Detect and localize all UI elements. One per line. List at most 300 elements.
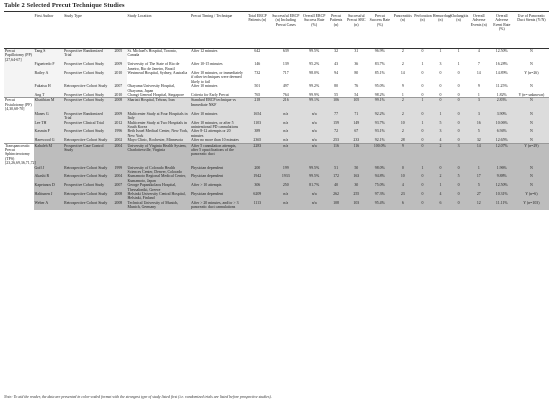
technique-group-label [4, 62, 34, 71]
precut-patients-cell: 32 [327, 49, 346, 63]
first-author-cell: Manes G [34, 112, 64, 121]
study-type-cell: Prospective Clinical Trial [63, 121, 110, 130]
precut-success-rate-cell: 83.7% [367, 62, 392, 71]
precut-success-rate-cell: 98.0% [367, 166, 392, 175]
study-type-cell: Prospective Randomized Trial [63, 49, 110, 63]
pd-stents-cell: N [514, 166, 549, 175]
successful-precut-cell: 31 [345, 49, 367, 63]
adverse-event-rate-cell: 9.88% [490, 174, 514, 183]
precut-success-rate-cell: 95.0% [367, 84, 392, 93]
pancreatitis-cell: 1 [392, 93, 413, 98]
table-header [4, 12, 549, 49]
technique-group-label: Transpancreatic Precut Sphincterotomy (TPS) [23,26,69,36,71,72] [5, 143, 36, 166]
total-patients-cell: 306 [245, 183, 270, 192]
cholangitis-cell: 0 [449, 84, 468, 93]
column-header [110, 12, 126, 49]
technique-group-label [4, 166, 34, 175]
successful-precut-cell: 149 [345, 121, 367, 130]
first-author-cell: Goff J [34, 166, 64, 175]
successful-ercp-cell: n/a [270, 112, 302, 121]
study-type-cell: Prospective Cohort Study [63, 129, 110, 138]
precut-patients-cell: 106 [327, 98, 346, 112]
column-header: Successful Precut SBC (n) [345, 12, 367, 49]
precut-timing-cell: After 12 minutes [190, 49, 245, 63]
study-type-cell: Prospective Case Control Study [63, 143, 110, 166]
first-author-cell: Figueiredo F [34, 62, 64, 71]
study-location-cell: Multicenter Study at Two Hospitals in South Korea [127, 121, 190, 130]
table-row [4, 49, 549, 63]
perforation-cell: 0 [413, 192, 432, 201]
table-row [4, 129, 549, 138]
column-header: Precut Success Rate (%) [367, 12, 392, 49]
pd-stents-cell: Y (n=6) [514, 192, 549, 201]
hemorrhage-cell: 0 [432, 93, 450, 98]
hemorrhage-cell: 5 [432, 121, 450, 130]
table-title: Table 2 Selected Precut Technique Studies [4, 2, 125, 9]
ercp-success-rate-cell: 99.5% [302, 166, 327, 175]
table-body [4, 49, 549, 210]
precut-success-rate-cell: 96.9% [367, 49, 392, 63]
table-row [4, 121, 549, 130]
precut-success-rate-cell: 75.0% [367, 183, 392, 192]
column-header [4, 12, 34, 49]
ercp-success-rate-cell: n/a [302, 143, 327, 166]
year-cell: 2009 [110, 62, 126, 71]
year-cell: 2004 [110, 143, 126, 166]
total-patients-cell: 732 [245, 71, 270, 84]
first-author-cell: Kapetanos D [34, 183, 64, 192]
cholangitis-cell: 0 [449, 183, 468, 192]
total-patients-cell: 1113 [245, 201, 270, 210]
pd-stents-cell: N [514, 121, 549, 130]
ercp-success-rate-cell: n/a [302, 201, 327, 210]
successful-ercp-cell: n/a [270, 129, 302, 138]
successful-precut-cell: 255 [345, 192, 367, 201]
year-cell: 2005 [110, 49, 126, 63]
pancreatitis-cell: 10 [392, 121, 413, 130]
study-location-cell: Beth Israel Medical Center, New York, New York [127, 129, 189, 138]
successful-precut-cell: 30 [345, 183, 367, 192]
first-author-cell: Ang T [34, 93, 64, 98]
perforation-cell: 0 [413, 138, 432, 143]
adverse-event-rate-cell: 11.11% [490, 201, 514, 210]
precut-success-rate-cell: 94.8% [367, 174, 392, 183]
ercp-success-rate-cell: 81.7% [302, 183, 327, 192]
first-author-cell: Halttunen J [34, 192, 64, 201]
successful-precut-cell: 67 [345, 129, 367, 138]
precut-timing-cell: Standard ERCP technique vs Immediate NKF [190, 98, 245, 112]
adverse-events-cell: 16 [468, 121, 490, 130]
total-patients-cell: 642 [245, 49, 270, 63]
precut-patients-cell: 94 [327, 71, 346, 84]
perforation-cell: 0 [413, 201, 432, 210]
study-location-cell: University of Colorado Health Sciences Center, Denver, Colorado [127, 166, 190, 175]
successful-precut-cell: 71 [345, 112, 367, 121]
adverse-events-cell: 5 [468, 183, 490, 192]
pd-stents-cell: Y (n=26) [514, 71, 549, 84]
adverse-event-rate-cell: 12.65% [490, 138, 514, 143]
table-note: Note: To aid the reader, the data are presented in color-coded format with the strongest type of study listed first (i.e. randomized trials are listed before prospective studies). [4, 395, 272, 399]
cholangitis-cell: 0 [449, 138, 468, 143]
precut-patients-cell: 77 [327, 112, 346, 121]
table-row [4, 166, 549, 175]
total-patients-cell: 1103 [245, 121, 270, 130]
study-location-cell: Westmead Hospital, Sydney, Australia [127, 71, 190, 84]
adverse-event-rate-cell: 1.82% [490, 93, 514, 98]
successful-ercp-cell: 1933 [270, 174, 302, 183]
total-patients-cell: 146 [245, 62, 270, 71]
study-type-cell: Retrospective Cohort Study [63, 192, 110, 201]
adverse-event-rate-cell: 14.89% [490, 71, 514, 84]
ercp-success-rate-cell: 99.1% [302, 98, 327, 112]
precut-timing-cell: After > 20 minutes, and/or > 3 pancreatic duct cannulations [190, 201, 245, 210]
technique-group-label [4, 112, 34, 121]
precut-timing-cell: After > 10 attempts [190, 183, 245, 192]
precut-timing-cell: Criteria for Early Precut [190, 93, 245, 98]
hemorrhage-cell: 1 [432, 183, 450, 192]
precut-patients-cell: 43 [327, 62, 346, 71]
hemorrhage-cell: 0 [432, 84, 450, 93]
year-cell: 2009 [110, 112, 126, 121]
technique-group-label [4, 201, 34, 210]
precut-patients-cell: 159 [327, 121, 346, 130]
year-cell: 2004 [110, 174, 126, 183]
precut-studies-table [4, 11, 549, 210]
technique-group-label [4, 174, 34, 183]
precut-timing-cell: Physician dependent [190, 192, 245, 201]
successful-ercp-cell: 764 [270, 93, 302, 98]
adverse-events-cell: 7 [468, 62, 490, 71]
pancreatitis-cell: 23 [392, 192, 413, 201]
total-patients-cell: 2365 [245, 138, 270, 143]
perforation-cell: 0 [413, 49, 432, 63]
successful-ercp-cell: n/a [270, 201, 302, 210]
hemorrhage-cell: 1 [432, 112, 450, 121]
pancreatitis-cell: 28 [392, 138, 413, 143]
cholangitis-cell: 5 [449, 174, 468, 183]
adverse-events-cell: 1 [468, 93, 490, 98]
pancreatitis-cell: 9 [392, 143, 413, 166]
precut-patients-cell: 262 [327, 192, 346, 201]
pancreatitis-cell: 4 [392, 183, 413, 192]
ercp-success-rate-cell: n/a [302, 112, 327, 121]
adverse-events-cell: 14 [468, 143, 490, 166]
first-author-cell: Fukatsu H [34, 84, 64, 93]
table-row [4, 143, 549, 166]
study-location-cell: University of Virginia Health System, Charlottesville, Virginia [127, 143, 190, 166]
table-row [4, 62, 549, 71]
table-row [4, 183, 549, 192]
technique-group-label [4, 71, 34, 84]
year-cell: 2010 [110, 71, 126, 84]
successful-ercp-cell: 199 [270, 166, 302, 175]
precut-timing-cell: After 10 minutes [190, 112, 245, 121]
year-cell: 1999 [110, 166, 126, 175]
technique-group-label [4, 121, 34, 130]
cholangitis-cell: 0 [449, 192, 468, 201]
pancreatitis-cell: 10 [392, 174, 413, 183]
ercp-success-rate-cell: 98.0% [302, 71, 327, 84]
precut-success-rate-cell: 93.7% [367, 121, 392, 130]
hemorrhage-cell: 0 [432, 71, 450, 84]
year-cell: 2010 [110, 93, 126, 98]
study-type-cell: Retrospective Cohort Study [63, 138, 110, 143]
study-location-cell: Multicenter Study at Four Hospitals in Italy [127, 112, 190, 121]
successful-precut-cell: 163 [345, 174, 367, 183]
successful-ercp-cell: 216 [270, 98, 302, 112]
ercp-success-rate-cell: 99.5% [302, 174, 327, 183]
hemorrhage-cell: 4 [432, 192, 450, 201]
first-author-cell: Kahaleh M [34, 143, 64, 166]
adverse-events-cell: 12 [468, 201, 490, 210]
precut-success-rate-cell: 93.1% [367, 129, 392, 138]
precut-patients-cell: 72 [327, 129, 346, 138]
adverse-event-rate-cell: 12.07% [490, 143, 514, 166]
precut-timing-cell: After 5 cannulation attempts, after 5 opacifications of the pancreatic duct [190, 143, 245, 166]
pancreatitis-cell: 6 [392, 201, 413, 210]
adverse-events-cell: 5 [468, 129, 490, 138]
pancreatitis-cell: 2 [392, 112, 413, 121]
adverse-events-cell: 17 [468, 174, 490, 183]
pd-stents-cell: N [514, 112, 549, 121]
adverse-events-cell: 1 [468, 166, 490, 175]
adverse-event-rate-cell: 12.50% [490, 183, 514, 192]
successful-precut-cell: 103 [345, 201, 367, 210]
successful-ercp-cell: 717 [270, 71, 302, 84]
successful-precut-cell: 36 [345, 62, 367, 71]
study-type-cell: Prospective Cohort Study [63, 183, 110, 192]
hemorrhage-cell: 0 [432, 166, 450, 175]
column-header: Perforation (n) [413, 12, 432, 49]
perforation-cell: 1 [413, 98, 432, 112]
column-header: Overall Adverse Event Rate (%) [490, 12, 514, 49]
perforation-cell: 0 [413, 112, 432, 121]
table-row [4, 174, 549, 183]
cholangitis-cell: 0 [449, 166, 468, 175]
precut-patients-cell: 51 [327, 166, 346, 175]
adverse-event-rate-cell: 16.28% [490, 62, 514, 71]
ercp-success-rate-cell: 95.2% [302, 62, 327, 71]
year-cell: 1996 [110, 129, 126, 138]
study-type-cell: Prospective Randomized Trial [63, 112, 110, 121]
successful-precut-cell: 54 [345, 93, 367, 98]
successful-precut-cell: 233 [345, 138, 367, 143]
study-location-cell: Changi General Hospital, Singapore [127, 93, 190, 98]
precut-patients-cell: 40 [327, 183, 346, 192]
perforation-cell: 1 [413, 166, 432, 175]
successful-ercp-cell: 139 [270, 62, 302, 71]
precut-success-rate-cell: 100.0% [367, 143, 392, 166]
study-type-cell: Prospective Cohort Study [63, 98, 110, 112]
successful-precut-cell: 105 [345, 98, 367, 112]
study-type-cell: Retrospective Cohort Study [63, 84, 110, 93]
precut-timing-cell: Physician dependent [190, 174, 245, 183]
precut-success-rate-cell: 99.1% [367, 98, 392, 112]
column-header: Study Location [127, 12, 190, 49]
successful-ercp-cell: 497 [270, 84, 302, 93]
pd-stents-cell: N [514, 98, 549, 112]
column-header: Overall ERCP Success Rate (%) [302, 12, 327, 49]
table-row [4, 98, 549, 112]
total-patients-cell: 200 [245, 166, 270, 175]
precut-patients-cell: 172 [327, 174, 346, 183]
precut-timing-cell: After 10 minutes, or after 5 unintentional PD cannulations [190, 121, 245, 130]
hemorrhage-cell: 0 [432, 98, 450, 112]
ercp-success-rate-cell: n/a [302, 121, 327, 130]
successful-ercp-cell: n/a [270, 138, 302, 143]
cholangitis-cell: 1 [449, 49, 468, 63]
column-header: Hemorrhage (n) [432, 12, 450, 49]
technique-group-label [4, 129, 34, 138]
total-patients-cell: 2283 [245, 143, 270, 166]
cholangitis-cell: 0 [449, 112, 468, 121]
precut-patients-cell: 253 [327, 138, 346, 143]
technique-group-label: Precut Fistulotomy (PF) [4,30,68-70] [5, 98, 32, 112]
adverse-event-rate-cell: 1.96% [490, 166, 514, 175]
column-header: First Author [34, 12, 64, 49]
column-header: Use of Pancreatic Duct Stents (Y/N) [514, 12, 549, 49]
pd-stents-cell: N [514, 62, 549, 71]
adverse-event-rate-cell: 10.31% [490, 192, 514, 201]
hemorrhage-cell: 4 [432, 138, 450, 143]
adverse-event-rate-cell: 6.94% [490, 129, 514, 138]
first-author-cell: Kasmin F [34, 129, 64, 138]
table-row [4, 71, 549, 84]
year-cell: 2008 [110, 192, 126, 201]
table-row [4, 201, 549, 210]
cholangitis-cell: 0 [449, 71, 468, 84]
successful-ercp-cell: n/a [270, 143, 302, 166]
pancreatitis-cell: 2 [392, 49, 413, 63]
successful-ercp-cell: n/a [270, 121, 302, 130]
adverse-events-cell: 3 [468, 98, 490, 112]
ercp-success-rate-cell: 99.2% [302, 84, 327, 93]
adverse-events-cell: 9 [468, 84, 490, 93]
adverse-events-cell: 4 [468, 49, 490, 63]
study-type-cell: Prospective Cohort Study [63, 71, 110, 84]
ercp-success-rate-cell: 99.9% [302, 93, 327, 98]
hemorrhage-cell: 3 [432, 62, 450, 71]
first-author-cell: Lee TH [34, 121, 64, 130]
precut-success-rate-cell: 95.4% [367, 201, 392, 210]
technique-group-label [4, 84, 34, 93]
column-header: Overall Adverse Events (n) [468, 12, 490, 49]
total-patients-cell: 1654 [245, 112, 270, 121]
study-location-cell: University of The State of Rio de Janeiro, Rio de Janeiro, Brazil [127, 62, 190, 71]
pancreatitis-cell: 9 [392, 84, 413, 93]
year-cell: 2007 [110, 183, 126, 192]
year-cell: 2008 [110, 201, 126, 210]
adverse-events-cell: 27 [468, 192, 490, 201]
perforation-cell: 0 [413, 143, 432, 166]
precut-patients-cell: 55 [327, 93, 346, 98]
precut-patients-cell: 108 [327, 201, 346, 210]
table-row [4, 192, 549, 201]
pancreatitis-cell: 2 [392, 129, 413, 138]
perforation-cell: 1 [413, 121, 432, 130]
successful-precut-cell: 50 [345, 166, 367, 175]
cholangitis-cell: 0 [449, 98, 468, 112]
precut-success-rate-cell: 98.2% [367, 93, 392, 98]
adverse-events-cell: 14 [468, 71, 490, 84]
ercp-success-rate-cell: n/a [302, 138, 327, 143]
first-author-cell: Weber A [34, 201, 64, 210]
perforation-cell: 0 [413, 84, 432, 93]
adverse-event-rate-cell: 11.25% [490, 84, 514, 93]
study-location-cell: Kumamoto Regional Medical Center, Kumamoto, Japan [127, 174, 190, 183]
adverse-event-rate-cell: 2.83% [490, 98, 514, 112]
study-location-cell: Technical University of Munich, Munich, Germany [127, 201, 190, 210]
technique-group-label [4, 183, 34, 192]
adverse-events-cell: 32 [468, 138, 490, 143]
successful-ercp-cell: 250 [270, 183, 302, 192]
technique-group-label: Precut Papillotomy (PP) [27,64-67] [5, 49, 32, 62]
study-location-cell: Shariati Hospital, Tehran, Iran [127, 98, 190, 112]
column-header: Study Type [63, 12, 110, 49]
successful-precut-cell: 80 [345, 71, 367, 84]
first-author-cell: Bailey A [34, 71, 64, 84]
hemorrhage-cell: 3 [432, 129, 450, 138]
pancreatitis-cell: 14 [392, 71, 413, 84]
precut-timing-cell: After 10 minutes [190, 84, 245, 93]
hemorrhage-cell: 6 [432, 201, 450, 210]
pancreatitis-cell: 2 [392, 98, 413, 112]
total-patients-cell: 1942 [245, 174, 270, 183]
pd-stents-cell: N [514, 49, 549, 63]
pd-stents-cell: Y (n= unknown) [514, 93, 549, 98]
column-header: Cholangitis (n) [449, 12, 468, 49]
column-header: Precut Timing / Technique [190, 12, 245, 49]
pd-stents-cell: N [514, 138, 549, 143]
column-header: Successful ERCP (n) Including Precut Cases [270, 12, 302, 49]
ercp-success-rate-cell: 99.5% [302, 49, 327, 63]
study-location-cell: George Papanikolaou Hospital, Thessaloniki, Greece [127, 183, 190, 192]
first-author-cell: Harewood G [34, 138, 64, 143]
cholangitis-cell: 1 [449, 62, 468, 71]
total-patients-cell: 389 [245, 129, 270, 138]
cholangitis-cell: 0 [449, 93, 468, 98]
perforation-cell: 0 [413, 183, 432, 192]
precut-patients-cell: 116 [327, 143, 346, 166]
column-header: Pancreatitis (n) [392, 12, 413, 49]
pd-stents-cell: N [514, 183, 549, 192]
successful-ercp-cell: 639 [270, 49, 302, 63]
study-type-cell: Prospective Cohort Study [63, 62, 110, 71]
adverse-event-rate-cell: 12.50% [490, 49, 514, 63]
column-header: Total ERCP Patients (n) [245, 12, 270, 49]
study-location-cell: Okayama University Hospital, Okayama, Japan [127, 84, 190, 93]
total-patients-cell: 765 [245, 93, 270, 98]
study-location-cell: St. Michael's Hospital, Toronto, Canada [127, 49, 190, 63]
cholangitis-cell: 0 [449, 121, 468, 130]
table-row [4, 112, 549, 121]
precut-success-rate-cell: 97.3% [367, 192, 392, 201]
technique-group-label [4, 192, 34, 201]
successful-ercp-cell: n/a [270, 192, 302, 201]
study-location-cell: Mayo Clinic, Rochester, Minnesota [127, 138, 190, 143]
study-type-cell: Prospective Cohort Study [63, 93, 110, 98]
hemorrhage-cell: 1 [432, 49, 450, 63]
cholangitis-cell: 3 [449, 143, 468, 166]
perforation-cell: 0 [413, 129, 432, 138]
pd-stents-cell: N [514, 174, 549, 183]
year-cell: 2007 [110, 84, 126, 93]
total-patients-cell: 6209 [245, 192, 270, 201]
precut-timing-cell: After 10-15 minutes [190, 62, 245, 71]
study-type-cell: Retrospective Cohort Study [63, 174, 110, 183]
table-row [4, 84, 549, 93]
precut-timing-cell: After 10 minutes, or immediately if other techniques were deemed likely to fail [191, 71, 243, 84]
